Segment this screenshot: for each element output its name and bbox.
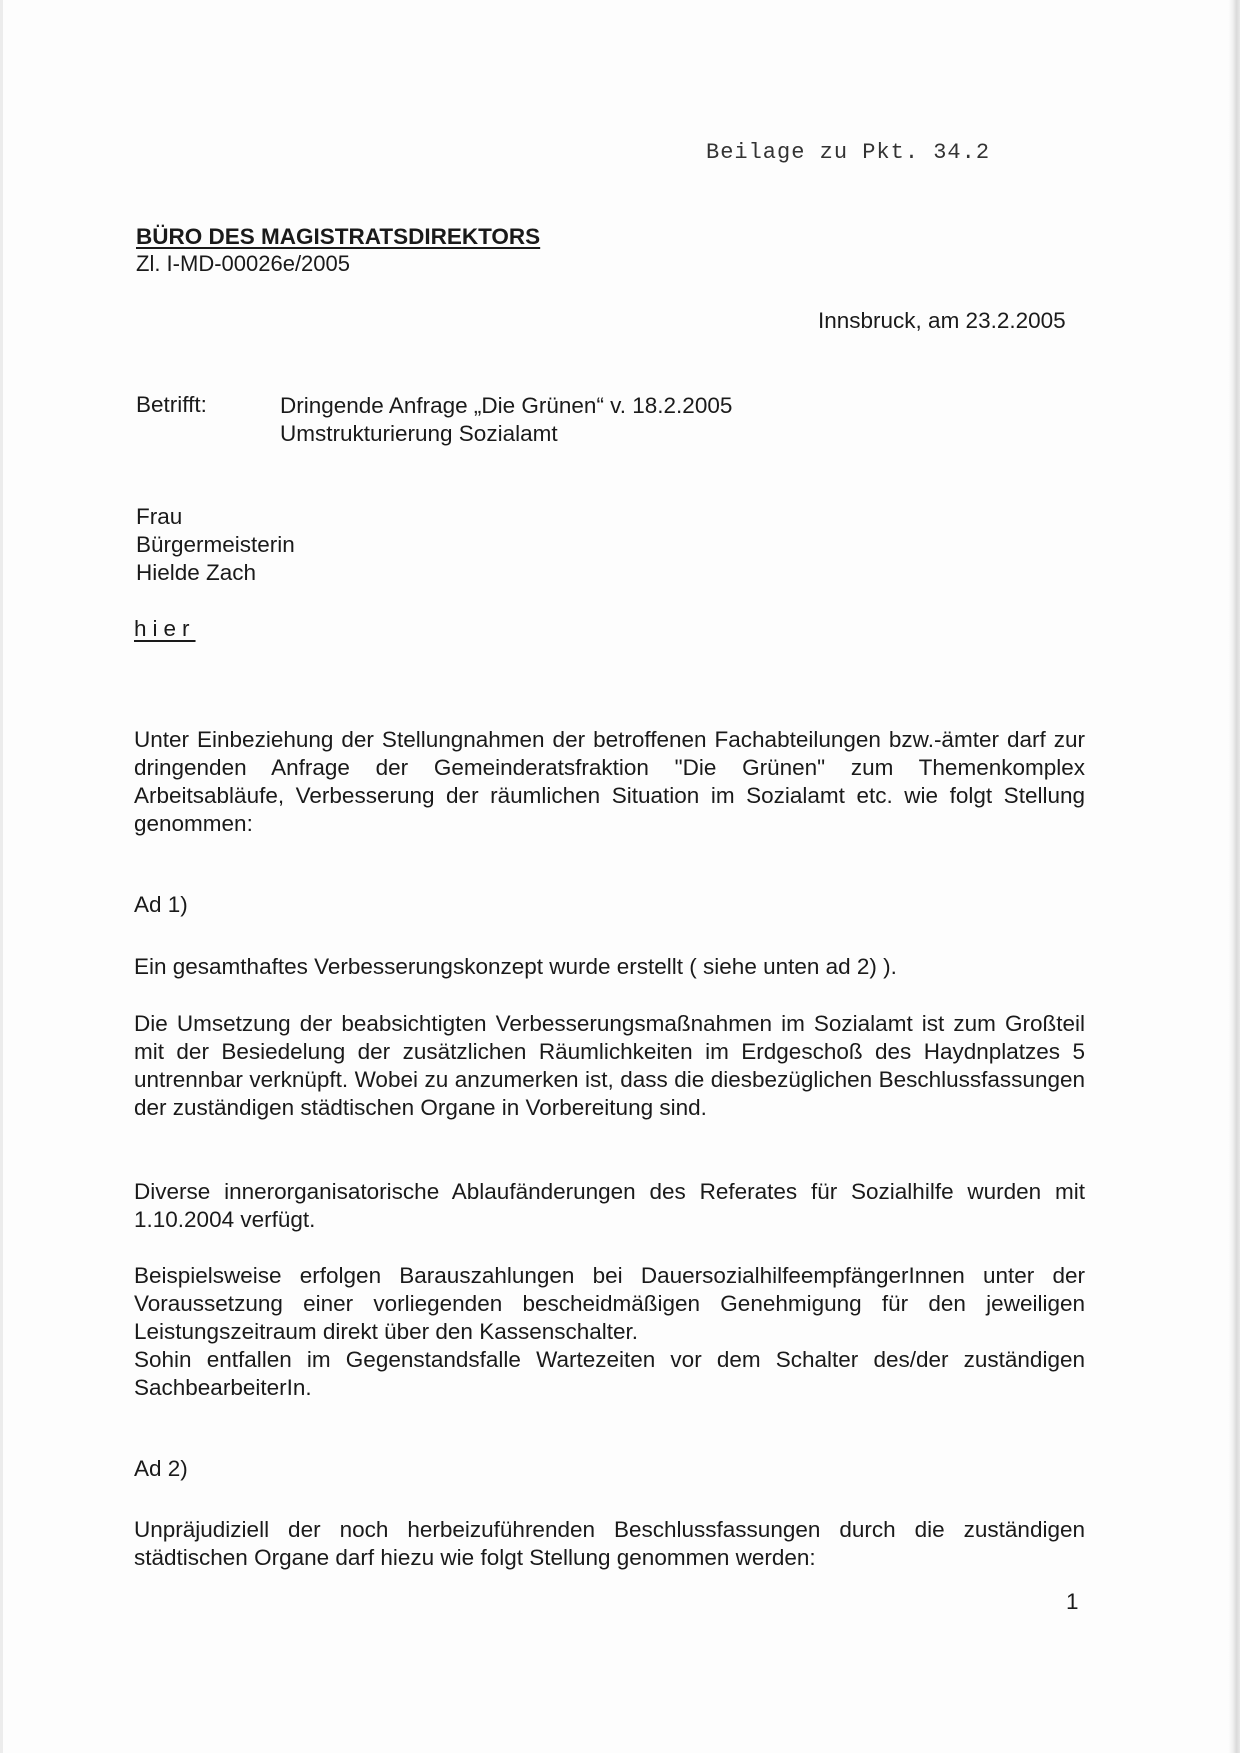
recipient-address <box>136 503 295 587</box>
subject-line-2: Umstrukturierung Sozialamt <box>280 421 558 446</box>
scan-edge-right <box>1228 0 1240 1753</box>
section-1-paragraph-1: Ein gesamthaftes Verbesserungskonzept wurde erstellt ( siehe unten ad 2) ). <box>134 954 897 979</box>
section-1-paragraph-4b: Sohin entfallen im Gegenstandsfalle Wartezeiten vor dem Schalter des/der zuständigen SachbearbeiterIn. <box>134 1347 1085 1400</box>
scan-edge-left <box>0 0 3 1753</box>
section-2-heading: Ad 2) <box>134 1456 188 1481</box>
recipient-name: Hielde Zach <box>136 560 257 585</box>
recipient-salutation: Frau <box>136 504 183 529</box>
section-1-paragraph-4a: Beispielsweise erfolgen Barauszahlungen bei DauersozialhilfeempfängerInnen unter der Voraussetzung einer vorliegenden bescheidmäßigen Genehmigung für den jeweiligen Leistungszeitraum direkt über den Kassenschalter. <box>134 1263 1085 1344</box>
department-heading: BÜRO DES MAGISTRATSDIREKTORS <box>136 224 541 249</box>
recipient-title: Bürgermeisterin <box>136 532 295 557</box>
reference-number: Zl. I-MD-00026e/2005 <box>136 251 350 276</box>
page-number: 1 <box>1066 1589 1079 1614</box>
section-1-paragraph-3: Diverse innerorganisatorische Ablaufänderungen des Referates für Sozialhilfe wurden mit 1.10.2004 verfügt. <box>134 1179 1085 1232</box>
attachment-stamp: Beilage zu Pkt. 34.2 <box>706 140 991 165</box>
place-date: Innsbruck, am 23.2.2005 <box>818 308 1066 333</box>
recipient-location: hier <box>134 616 196 641</box>
section-1-paragraph-2: Die Umsetzung der beabsichtigten Verbesserungsmaßnahmen im Sozialamt ist zum Großteil mit der Besiedelung der zusätzlichen Räumlichkeiten im Erdgeschoß des Haydnplatzes 5 untrennbar verknüpft. Wobei zu anzumerken ist, dass die diesbezüglichen Beschlussfassungen der zuständigen städtischen Organe in Vorbereitung sind. <box>134 1011 1085 1120</box>
section-2-paragraph-1: Unpräjudiziell der noch herbeizuführenden Beschlussfassungen durch die zuständigen städtischen Organe darf hiezu wie folgt Stellung genommen werden: <box>134 1517 1085 1570</box>
intro-paragraph: Unter Einbeziehung der Stellungnahmen der betroffenen Fachabteilungen bzw.-ämter darf zur dringenden Anfrage der Gemeinderatsfraktion "Die Grünen" zum Themenkomplex Arbeitsabläufe, Verbesserung der räumlichen Situation im Sozialamt etc. wie folgt Stellung genommen: <box>134 727 1085 836</box>
subject-line-1: Dringende Anfrage „Die Grünen“ v. 18.2.2005 <box>280 393 733 418</box>
section-1-heading: Ad 1) <box>134 892 188 917</box>
subject-text <box>280 392 732 448</box>
subject-label: Betrifft: <box>136 392 207 417</box>
